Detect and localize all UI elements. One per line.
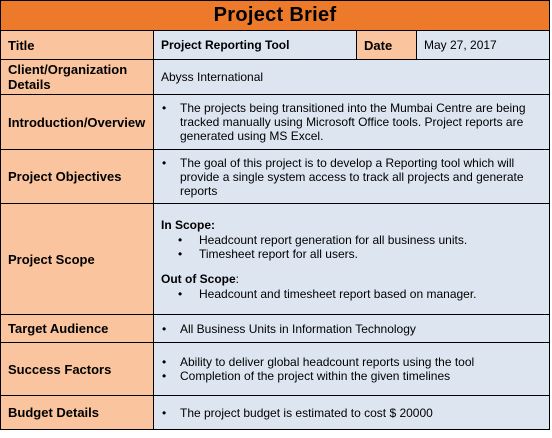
- client-label: Client/Organization Details: [1, 60, 154, 95]
- date-label: Date: [357, 31, 417, 60]
- out-scope-heading: [161, 272, 549, 287]
- out-scope-heading-text: Out of Scope: [161, 271, 236, 286]
- in-scope-heading: In Scope:: [161, 217, 216, 232]
- scope-content: [154, 204, 550, 315]
- list-item: • Timesheet report for all users.: [161, 247, 549, 261]
- list-item: • All Business Units in Information Technology: [161, 322, 549, 336]
- out-scope-list: [161, 287, 549, 301]
- list-item: • The projects being transitioned into the Mumbai Centre are being tracked manually using Microsoft Office tools. Project reports are generated using MS Excel.: [161, 101, 549, 143]
- intro-label: Introduction/Overview: [1, 95, 154, 150]
- list-item: • Headcount and timesheet report based on manager.: [161, 287, 549, 301]
- audience-list: [161, 322, 549, 336]
- list-item: • Ability to deliver global headcount reports using the tool: [161, 355, 549, 369]
- intro-content: [154, 95, 550, 150]
- list-item: • Headcount report generation for all business units.: [161, 233, 549, 247]
- title-label: Title: [1, 31, 154, 60]
- in-scope-list: [161, 233, 549, 261]
- brief-heading: Project Brief: [1, 1, 550, 31]
- objectives-label: Project Objectives: [1, 150, 154, 204]
- budget-label: Budget Details: [1, 396, 154, 430]
- scope-label: Project Scope: [1, 204, 154, 315]
- list-item: • The project budget is estimated to cost $ 20000: [161, 406, 549, 420]
- success-content: [154, 343, 550, 396]
- title-value: Project Reporting Tool: [154, 31, 357, 60]
- date-value: May 27, 2017: [417, 31, 550, 60]
- budget-list: [161, 406, 549, 420]
- out-scope-heading-colon: :: [235, 271, 240, 286]
- list-item: • The goal of this project is to develop a Reporting tool which will provide a single system access to track all projects and generate reports: [161, 156, 549, 198]
- budget-content: [154, 396, 550, 430]
- objectives-list: [161, 156, 549, 198]
- intro-list: [161, 101, 549, 143]
- list-item: • Completion of the project within the given timelines: [161, 369, 549, 383]
- client-value: Abyss International: [154, 60, 550, 95]
- audience-label: Target Audience: [1, 315, 154, 343]
- audience-content: [154, 315, 550, 343]
- success-list: [161, 355, 549, 383]
- edge-tick: [549, 206, 550, 216]
- success-label: Success Factors: [1, 343, 154, 396]
- objectives-content: [154, 150, 550, 204]
- scope-spacer: [161, 261, 549, 272]
